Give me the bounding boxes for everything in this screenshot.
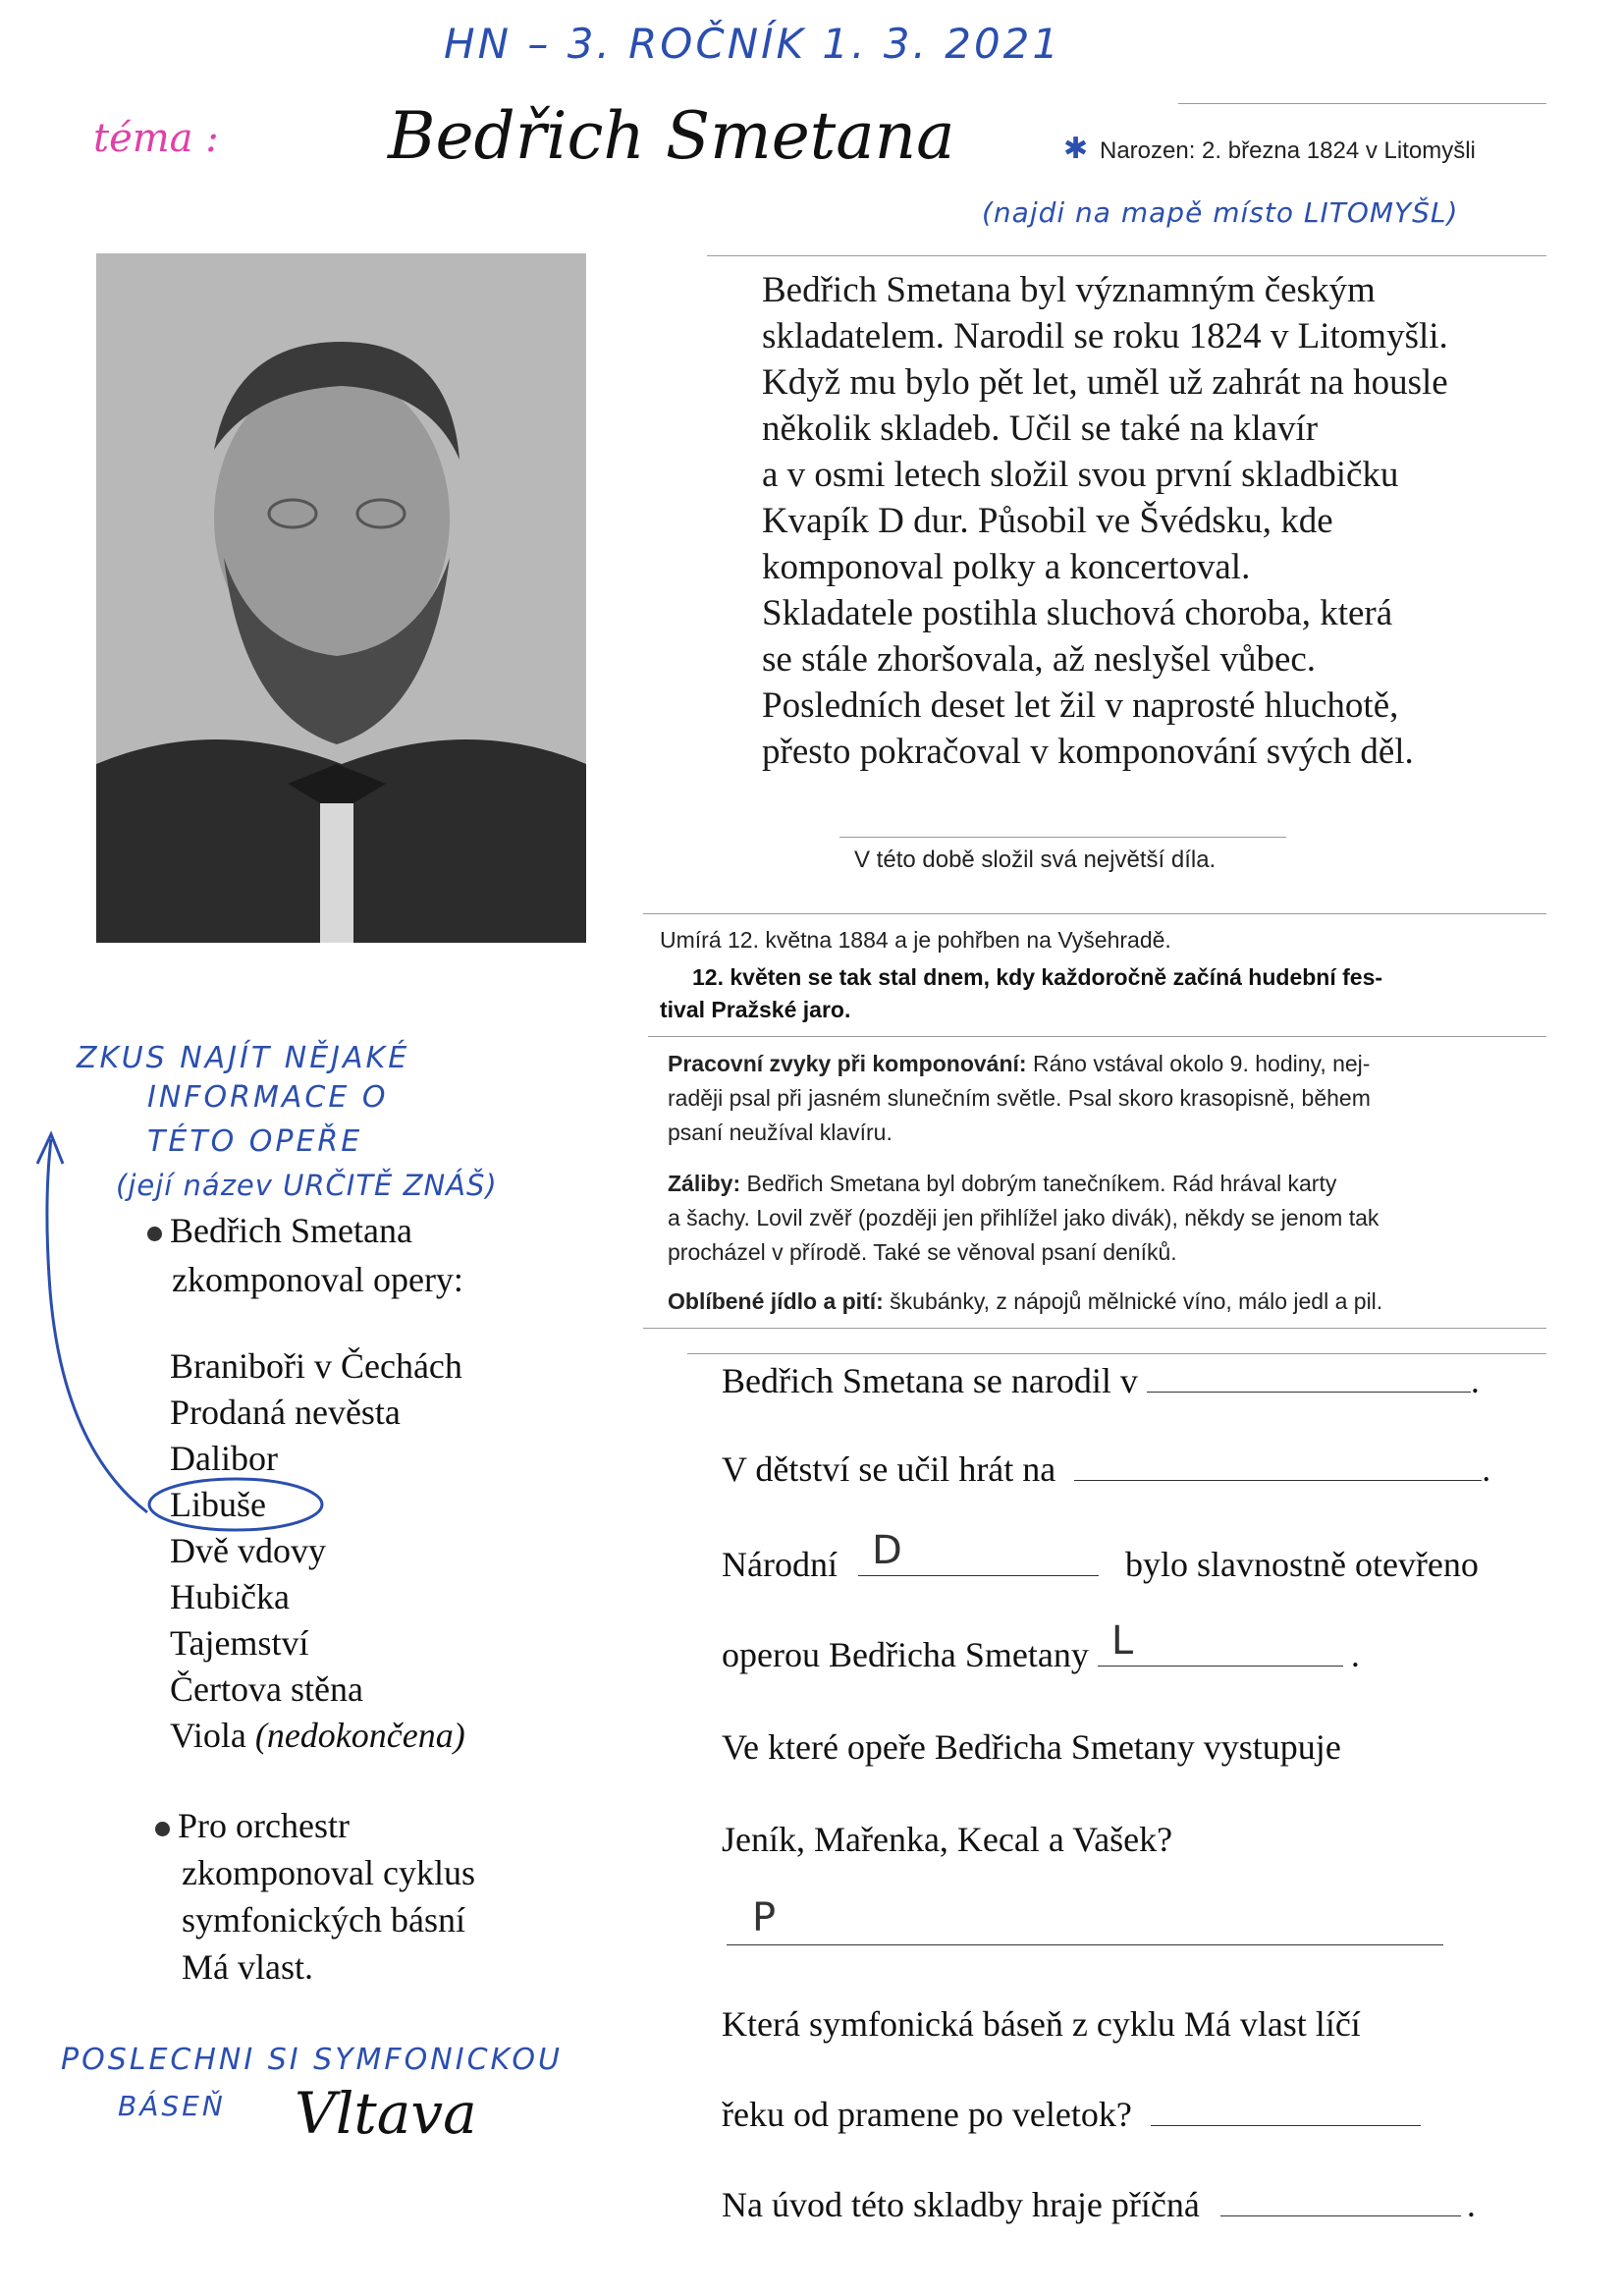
page-title: Bedřich Smetana [388, 98, 955, 174]
orchestra-text: Pro orchestr [178, 1806, 350, 1845]
bullet-icon [155, 1822, 170, 1836]
orchestra-text: zkomponoval cyklus [182, 1853, 475, 1892]
tema-label: téma : [93, 116, 219, 161]
orchestra-text: Má vlast. [182, 1947, 313, 1987]
question-1 [722, 1360, 1480, 1401]
orchestra-text: symfonických básní [182, 1900, 465, 1940]
opera-note-line: (její název URČITĚ ZNÁŠ) [116, 1169, 498, 1202]
question-6: Která symfonická báseň z cyklu Má vlast líčí [722, 2004, 1361, 2044]
opera-item: Dalibor [170, 1439, 278, 1478]
period: . [1470, 1361, 1480, 1400]
hobbies-label: Záliby: [668, 1171, 741, 1196]
question-2 [722, 1449, 1490, 1490]
pragues-spring-text-cont: tival Pražské jaro. [660, 997, 851, 1022]
opera-item: Libuše [170, 1485, 266, 1524]
period: . [1350, 1635, 1360, 1674]
operas-intro-text: zkomponoval opery: [172, 1260, 463, 1299]
bio-line: Posledních deset let žil v naprosté hluchotě, [762, 685, 1399, 726]
opera-item: Hubička [170, 1577, 290, 1616]
bio-line: Když mu bylo pět let, uměl už zahrát na housle [762, 362, 1448, 403]
orchestra-intro [155, 1805, 350, 1846]
listen-note-line: POSLECHNI SI SYMFONICKOU [61, 2043, 563, 2077]
question-3 [722, 1528, 1479, 1585]
answer-fill: L [1110, 1618, 1134, 1664]
question-text: řeku od pramene po veletok? [722, 2095, 1132, 2134]
star-icon: ✱ [1063, 133, 1089, 165]
question-7 [722, 2184, 1476, 2225]
question-5: Ve které opeře Bedřicha Smetany vystupuje [722, 1727, 1341, 1767]
hobbies-text: procházel v přírodě. Také se věnoval psaní deníků. [668, 1239, 1177, 1265]
work-habits-text: psaní neužíval klavíru. [668, 1120, 893, 1145]
work-habits-label: Pracovní zvyky při komponování: [668, 1051, 1027, 1076]
question-6-cont [722, 2094, 1421, 2135]
opera-note: (nedokončena) [254, 1716, 465, 1755]
handwritten-date-line: HN – 3. ROČNÍK 1. 3. 2021 [444, 20, 1062, 68]
food-text: škubánky, z nápojů mělnické víno, málo jedl a pil. [883, 1288, 1383, 1314]
question-text: operou Bedřicha Smetany [722, 1635, 1089, 1674]
pragues-spring-text: 12. květen se tak stal dnem, kdy každoročně začíná hudební fes- [692, 964, 1383, 990]
bio-line: se stále zhoršovala, až neslyšel vůbec. [762, 639, 1317, 680]
answer-blank[interactable] [1098, 1618, 1343, 1667]
question-text: Na úvod této skladby hraje příčná [722, 2185, 1200, 2224]
work-habits-text: Ráno vstával okolo 9. hodiny, nej- [1026, 1051, 1371, 1076]
operas-intro-text: Bedřich Smetana [170, 1211, 412, 1250]
opera-item: Čertova stěna [170, 1669, 363, 1709]
question-4 [722, 1618, 1360, 1675]
hobbies-text: Bedřich Smetana byl dobrým tanečníkem. Rád hrával karty [740, 1171, 1337, 1196]
answer-blank[interactable] [1151, 2096, 1421, 2126]
answer-blank[interactable] [1147, 1362, 1471, 1393]
opera-note-line: INFORMACE O [147, 1080, 389, 1115]
bio-caption: V této době složil svá největší díla. [854, 847, 1217, 873]
work-habits-text: raději psal při jasném slunečním světle. Psal skoro krasopisně, během [668, 1085, 1371, 1111]
answer-fill: D [871, 1528, 902, 1573]
opera-note-line: TÉTO OPEŘE [147, 1124, 363, 1159]
period: . [1466, 2185, 1476, 2224]
listen-note-line: BÁSEŇ [118, 2090, 226, 2122]
birth-text: Narozen: 2. března 1824 v Litomyšli [1100, 137, 1476, 164]
bio-line: Skladatele postihla sluchová choroba, která [762, 593, 1393, 633]
question-text: V dětství se učil hrát na [722, 1449, 1056, 1489]
answer-blank[interactable] [727, 1895, 1443, 1945]
opera-list [170, 1343, 465, 1759]
opera-item: Dvě vdovy [170, 1531, 326, 1570]
bio-line: a v osmi letech složil svou první skladbičku [762, 455, 1399, 495]
answer-blank[interactable] [858, 1528, 1099, 1576]
death-text: Umírá 12. května 1884 a je pohřben na Vyšehradě. [660, 927, 1171, 953]
bio-line: Bedřich Smetana byl významným českým [762, 270, 1376, 310]
bullet-icon [147, 1227, 162, 1241]
vltava-title: Vltava [295, 2080, 477, 2147]
map-note: (najdi na mapě místo LITOMYŠL) [982, 196, 1459, 229]
bio-line: Kvapík D dur. Působil ve Švédsku, kde [762, 501, 1333, 541]
bio-line: několik skladeb. Učil se také na klavír [762, 409, 1319, 449]
question-text: Národní [722, 1545, 838, 1584]
hobbies-text: a šachy. Lovil zvěř (později jen přihlížel jako divák), někdy se jenom tak [668, 1205, 1380, 1230]
opera-note-line: ZKUS NAJÍT NĚJAKÉ [77, 1041, 410, 1075]
question-text: Bedřich Smetana se narodil v [722, 1361, 1138, 1400]
bio-line: skladatelem. Narodil se roku 1824 v Litomyšli. [762, 316, 1448, 356]
opera-item: Tajemství [170, 1623, 309, 1663]
answer-blank[interactable] [1074, 1450, 1482, 1481]
bio-line: přesto pokračoval v komponování svých děl. [762, 732, 1414, 772]
question-text: bylo slavnostně otevřeno [1124, 1545, 1479, 1584]
opera-item: Viola [170, 1716, 246, 1755]
bio-line: komponoval polky a koncertoval. [762, 547, 1251, 587]
period: . [1482, 1449, 1491, 1489]
operas-intro [147, 1210, 412, 1251]
answer-fill: P [752, 1895, 777, 1941]
opera-item: Prodaná nevěsta [170, 1393, 401, 1432]
answer-blank[interactable] [1220, 2186, 1461, 2216]
food-label: Oblíbené jídlo a pití: [668, 1288, 884, 1314]
question-5-cont: Jeník, Mařenka, Kecal a Vašek? [722, 1820, 1173, 1859]
opera-item: Braniboři v Čechách [170, 1346, 462, 1386]
